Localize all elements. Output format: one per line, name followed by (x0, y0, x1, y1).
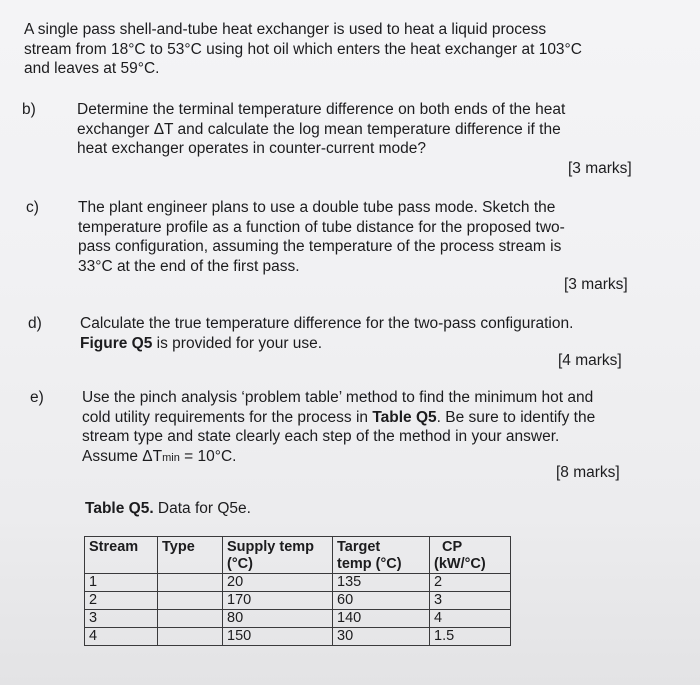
header-target-temp: Target temp (°C) (333, 537, 430, 574)
question-line-post: . Be sure to identify the (436, 408, 596, 426)
cell-type (158, 574, 223, 592)
figure-reference: Figure Q5 (80, 334, 153, 352)
question-text (80, 314, 670, 353)
question-line: stream type and state clearly each step of the method in your answer. (82, 428, 560, 445)
delta-t-symbol: Assume ΔT (82, 447, 163, 465)
cell-cp: 4 (430, 610, 511, 628)
table-caption-text: Data for Q5e. (153, 500, 251, 517)
question-label: c) (26, 199, 39, 216)
header-type: Type (158, 537, 223, 574)
cell-supply: 20 (223, 574, 333, 592)
question-line: heat exchanger operates in counter-current mode? (77, 140, 426, 157)
question-line: Calculate the true temperature difference for the two-pass configuration. (80, 315, 574, 332)
question-text (78, 198, 658, 276)
question-line-pre: cold utility requirements for the process in (82, 408, 373, 426)
cell-target: 60 (333, 592, 430, 610)
intro-line: A single pass shell-and-tube heat exchanger is used to heat a liquid process (24, 21, 547, 38)
table-row (85, 592, 511, 610)
header-supply-temp: Supply temp (°C) (223, 537, 333, 574)
marks-e: [8 marks] (556, 464, 620, 481)
marks-d: [4 marks] (558, 352, 622, 369)
cell-supply: 170 (223, 592, 333, 610)
question-line: The plant engineer plans to use a double tube pass mode. Sketch the (78, 199, 556, 216)
cell-type (158, 628, 223, 646)
stream-data-table (84, 536, 511, 646)
question-text (82, 388, 672, 468)
marks-b: [3 marks] (568, 160, 632, 177)
table-caption (85, 500, 251, 518)
question-line-post: = 10°C. (179, 447, 237, 465)
cell-supply: 150 (223, 628, 333, 646)
question-line: 33°C at the end of the first pass. (78, 257, 300, 275)
cell-target: 140 (333, 610, 430, 628)
cell-target: 135 (333, 574, 430, 592)
header-cp: CP (kW/°C) (430, 537, 511, 574)
cell-stream: 2 (85, 592, 158, 610)
cell-cp: 2 (430, 574, 511, 592)
cell-stream: 1 (85, 574, 158, 592)
question-text (77, 100, 657, 159)
cell-cp: 1.5 (430, 628, 511, 646)
table-header-row (85, 537, 511, 574)
marks-c: [3 marks] (564, 276, 628, 293)
question-line: exchanger ΔT and calculate the log mean temperature difference if the (77, 120, 561, 138)
cell-type (158, 592, 223, 610)
cell-supply: 80 (223, 610, 333, 628)
question-label: d) (28, 315, 42, 332)
question-line: pass configuration, assuming the temperature of the process stream is (78, 238, 562, 255)
cell-stream: 4 (85, 628, 158, 646)
cell-type (158, 610, 223, 628)
intro-line: and leaves at 59°C. (24, 60, 160, 77)
table-reference: Table Q5 (372, 408, 437, 426)
cell-stream: 3 (85, 610, 158, 628)
table-row (85, 574, 511, 592)
table-row (85, 610, 511, 628)
subscript-min: min (162, 451, 180, 464)
cell-cp: 3 (430, 592, 511, 610)
question-label: b) (22, 101, 36, 118)
problem-statement (24, 20, 664, 79)
header-stream: Stream (85, 537, 158, 574)
question-line (82, 408, 672, 428)
table-row (85, 628, 511, 646)
question-label: e) (30, 389, 44, 406)
question-line-rest: is provided for your use. (152, 334, 323, 352)
question-line (80, 334, 670, 354)
question-line: Determine the terminal temperature difference on both ends of the heat (77, 101, 566, 118)
cell-target: 30 (333, 628, 430, 646)
table-caption-label: Table Q5. (85, 500, 154, 517)
intro-line: stream from 18°C to 53°C using hot oil which enters the heat exchanger at 103°C (24, 40, 582, 58)
question-line: temperature profile as a function of tube distance for the proposed two- (78, 218, 565, 236)
question-line: Use the pinch analysis ‘problem table’ method to find the minimum hot and (82, 389, 594, 406)
